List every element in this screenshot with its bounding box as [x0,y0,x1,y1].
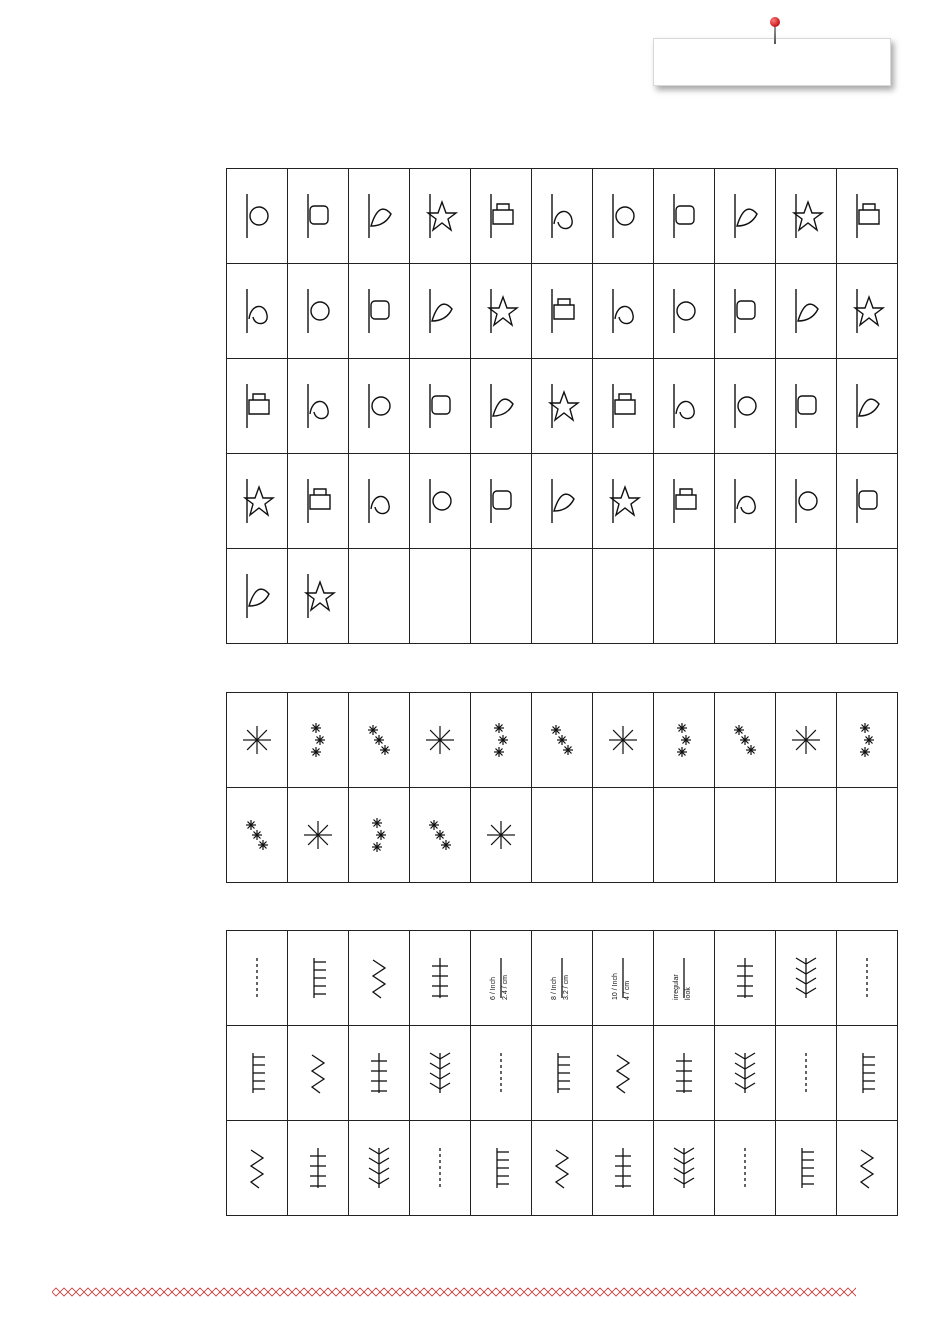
stitch-cell[interactable] [349,359,410,454]
stitch-cell[interactable] [349,1121,410,1216]
stitch-cell[interactable] [227,693,288,788]
stitch-cell [471,549,532,644]
stitch-cell[interactable] [227,454,288,549]
motif-stitch-table [226,168,898,644]
stitch-density-label: 10 / Inch [612,973,619,1000]
stitch-cell[interactable] [837,693,898,788]
crown-icon [784,376,828,436]
stitch-cell[interactable] [410,359,471,454]
stitch-cell[interactable] [532,264,593,359]
stippling-icon [479,1138,523,1198]
stitch-cell[interactable] [410,1026,471,1121]
pushpin-icon [770,17,780,27]
chevron-stitch-icon [662,1138,706,1198]
stitch-cell[interactable] [593,1121,654,1216]
straight-stitch-10-icon [601,948,645,1008]
table-row [227,1026,898,1121]
stitch-cell[interactable] [837,169,898,264]
stitch-cell[interactable] [715,264,776,359]
pin-needle [774,26,776,44]
blanket-stitch-medium-icon [784,948,828,1008]
fish-icon [235,376,279,436]
house-small-icon [662,281,706,341]
airplane-small-icon [479,281,523,341]
rocking-horse-icon [784,186,828,246]
stitch-cell[interactable] [654,1121,715,1216]
stitch-cell[interactable] [654,931,715,1026]
starburst-icon [235,710,279,770]
stitch-cell [715,549,776,644]
branch-stitch-icon [540,1138,584,1198]
stitch-cell[interactable] [532,454,593,549]
stitch-cell[interactable] [410,693,471,788]
twig-stitch-icon [784,1138,828,1198]
seahorse-icon [784,471,828,531]
step-stitch-icon [296,1138,340,1198]
stitch-cell[interactable] [288,359,349,454]
stitch-cell[interactable] [776,693,837,788]
stitch-density-label: irregular [673,974,680,1000]
cloud-face-icon [418,186,462,246]
airplane-icon [357,471,401,531]
stitch-cell[interactable] [715,931,776,1026]
bee-icon [479,186,523,246]
sticky-note [653,38,891,86]
lantern-icon [479,471,523,531]
duck-icon [662,186,706,246]
straight-stitch-fine-icon [235,948,279,1008]
horse-icon [723,471,767,531]
satin-ladder-icon [357,1043,401,1103]
stitch-cell[interactable] [715,1026,776,1121]
stitch-cell[interactable] [349,454,410,549]
stitch-cell[interactable] [654,264,715,359]
stitch-cell[interactable] [410,264,471,359]
stitch-cell[interactable] [654,693,715,788]
snail-icon [845,281,889,341]
cat-icon [479,376,523,436]
stitch-cell[interactable] [227,931,288,1026]
slant-cross-icon [235,1138,279,1198]
zeppelin-icon [418,281,462,341]
large-cross-star-icon [662,710,706,770]
table-row [227,169,898,264]
stitch-cell[interactable] [410,931,471,1026]
table-row [227,788,898,883]
stitch-cell [654,549,715,644]
stitch-cell[interactable] [227,788,288,883]
stitch-density-label: 2.4 / cm [502,975,509,1000]
stitch-cell [593,788,654,883]
butterfly-icon [784,281,828,341]
stitch-cell[interactable] [227,359,288,454]
stitch-density-label: 4 / cm [624,980,631,1000]
stitch-cell [837,788,898,883]
stitch-cell [532,788,593,883]
stitch-cell[interactable] [654,1026,715,1121]
stitch-cell[interactable] [593,693,654,788]
crosses-diagonal-icon [540,710,584,770]
flower-stem-icon [357,376,401,436]
stitch-cell[interactable] [349,788,410,883]
stitch-cell[interactable] [837,1121,898,1216]
bone-icon [296,566,340,626]
stitch-density-label: 6 / Inch [490,977,497,1000]
stitch-cell[interactable] [593,169,654,264]
table-row [227,931,898,1026]
stitch-cell[interactable] [227,1026,288,1121]
stitch-cell[interactable] [349,169,410,264]
zigzag-wide-icon [479,1043,523,1103]
bicycle-icon [357,281,401,341]
stitch-cell[interactable] [410,1121,471,1216]
stitch-density-label: look [685,987,692,1000]
straight-stitch-faint-icon [296,948,340,1008]
stitch-cell[interactable] [532,693,593,788]
stitch-cell [715,788,776,883]
dolphin-icon [662,376,706,436]
crosses-zigzag-icon [296,710,340,770]
crosses-curve-icon [418,710,462,770]
stitch-cell[interactable] [593,1026,654,1121]
stitch-cell[interactable] [288,549,349,644]
umbrella-icon [723,281,767,341]
stitch-cell[interactable] [349,931,410,1026]
crosses-wave-icon [784,710,828,770]
stitch-cell[interactable] [837,264,898,359]
stitch-cell[interactable] [532,1121,593,1216]
stitch-cell[interactable] [288,1121,349,1216]
stitch-cell [349,549,410,644]
flowing-lines-icon [418,1138,462,1198]
zigzag-soft-icon [601,1043,645,1103]
dog-icon [601,376,645,436]
sun-moon-icon [540,471,584,531]
stitch-cell[interactable] [715,454,776,549]
stitch-cell[interactable] [776,454,837,549]
rosebud-icon [357,805,401,865]
stitch-cell[interactable] [471,359,532,454]
snail-shell-icon [296,376,340,436]
herringbone-icon [723,1138,767,1198]
tea-cup-icon [540,376,584,436]
table-row [227,693,898,788]
irregular-stitch-icon [662,948,706,1008]
stitch-cell[interactable] [288,931,349,1026]
comb-stitch-icon [357,1138,401,1198]
crosses-pair-icon [723,710,767,770]
stitch-cell[interactable] [776,1121,837,1216]
crosses-triangle-icon [601,710,645,770]
stitch-cell[interactable] [471,1121,532,1216]
stitch-cell[interactable] [471,454,532,549]
bridge-icon [601,186,645,246]
star-icon [540,186,584,246]
stitch-cell [410,549,471,644]
stitch-cell[interactable] [227,169,288,264]
blanket-stitch-light-icon [723,948,767,1008]
stitch-density-label: 8 / Inch [551,977,558,1000]
table-row [227,264,898,359]
stitch-cell[interactable] [471,788,532,883]
car-icon [296,281,340,341]
stitch-cell[interactable] [349,264,410,359]
stitch-cell[interactable] [227,264,288,359]
straight-stitch-dashed-bold-icon [418,948,462,1008]
stitch-cell[interactable] [715,693,776,788]
train-icon [845,376,889,436]
stitch-cell [654,788,715,883]
fern-stitch-icon [845,1138,889,1198]
seal-icon [845,471,889,531]
curve-stitch-icon [418,1043,462,1103]
teddy-bear-icon [723,376,767,436]
table-row [227,549,898,644]
tractor-icon [235,281,279,341]
sailboat-icon [418,471,462,531]
triple-cross-icon [784,1043,828,1103]
footer-decoration [52,1286,856,1298]
fringe-star-icon [235,805,279,865]
stitch-cell[interactable] [227,1121,288,1216]
stitch-cell[interactable] [654,454,715,549]
hot-air-balloon-icon [723,186,767,246]
truck-icon [845,186,889,246]
stitch-cell[interactable] [532,169,593,264]
house-icon [601,471,645,531]
baby-bottle-icon [235,186,279,246]
zigzag-medium-icon [540,1043,584,1103]
stitch-cell[interactable] [532,1026,593,1121]
ladder-stitch-bold-icon [296,1043,340,1103]
squirrel-icon [357,186,401,246]
child-playground-icon [296,471,340,531]
table-row [227,359,898,454]
scooter-icon [296,186,340,246]
stitch-cell[interactable] [227,549,288,644]
stitch-cell[interactable] [654,359,715,454]
crosses-column-icon [357,710,401,770]
stitch-cell[interactable] [349,1026,410,1121]
stitch-cell[interactable] [593,359,654,454]
ship-icon [540,281,584,341]
stitch-cell[interactable] [593,454,654,549]
sled-icon [601,281,645,341]
stitch-cell [837,549,898,644]
stitch-cell[interactable] [776,931,837,1026]
stitch-cell[interactable] [593,931,654,1026]
feather-stitch-icon [601,1138,645,1198]
stitch-cell[interactable] [471,1026,532,1121]
stitch-cell[interactable] [471,693,532,788]
stitch-cell[interactable] [776,1026,837,1121]
stitch-cell[interactable] [288,693,349,788]
crosses-triple-icon [479,710,523,770]
stitch-cell[interactable] [593,264,654,359]
fishbone-icon [235,566,279,626]
stitch-cell[interactable] [349,693,410,788]
stitch-cell[interactable] [776,359,837,454]
stitch-cell[interactable] [471,931,532,1026]
stitch-density-label: 3.2 / cm [563,975,570,1000]
stitch-cell[interactable] [471,169,532,264]
tree-bird-icon [235,471,279,531]
stitch-cell[interactable] [715,169,776,264]
stitch-cell[interactable] [715,359,776,454]
stitch-cell[interactable] [837,1026,898,1121]
footer-border [52,1288,856,1296]
stitch-cell[interactable] [654,169,715,264]
stitch-cell [532,549,593,644]
straight-stitch-dashed-light-icon [357,948,401,1008]
stitch-cell[interactable] [410,454,471,549]
stitch-cell[interactable] [288,264,349,359]
stitch-cell [593,549,654,644]
cross-stitch-table [226,692,898,883]
flower-vine-icon [418,805,462,865]
stitch-cell[interactable] [837,359,898,454]
table-row [227,1121,898,1216]
stitch-cell[interactable] [288,788,349,883]
stitch-cell[interactable] [410,169,471,264]
stitch-cell[interactable] [715,1121,776,1216]
stitch-cell[interactable] [288,454,349,549]
quilt-stitch-table [226,930,898,1216]
stitch-cell[interactable] [471,264,532,359]
stitch-cell[interactable] [532,931,593,1026]
fringe-block-icon [845,710,889,770]
stitch-cell[interactable] [837,931,898,1026]
double-cross-icon [845,1043,889,1103]
spiral-flower-icon [296,805,340,865]
stitch-cell[interactable] [776,264,837,359]
cross-stitch-icon [723,1043,767,1103]
blanket-stitch-bold-icon [845,948,889,1008]
straight-stitch-6-icon [479,948,523,1008]
ladder-stitch-light-icon [235,1043,279,1103]
satin-zigzag-icon [479,805,523,865]
x-stitch-icon [662,1043,706,1103]
stitch-cell[interactable] [532,359,593,454]
stitch-cell[interactable] [288,169,349,264]
dragonfly-icon [418,376,462,436]
stitch-cell [776,788,837,883]
table-row [227,454,898,549]
stitch-cell[interactable] [837,454,898,549]
chameleon-icon [662,471,706,531]
stitch-cell [776,549,837,644]
straight-stitch-8-icon [540,948,584,1008]
stitch-cell[interactable] [288,1026,349,1121]
stitch-cell[interactable] [410,788,471,883]
stitch-cell[interactable] [776,169,837,264]
